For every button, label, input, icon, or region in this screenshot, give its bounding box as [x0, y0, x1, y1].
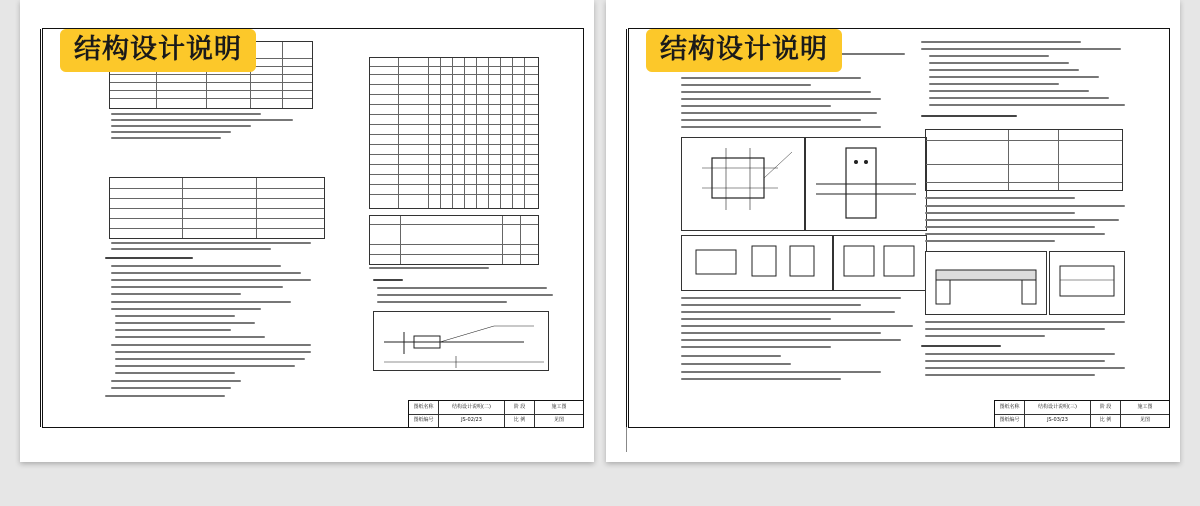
binding-strip	[28, 60, 40, 420]
drawing-name-value: 结构设计说明(二)	[439, 401, 505, 414]
drawing-sheet-right	[606, 0, 1180, 462]
binding-strip	[614, 60, 626, 420]
anchorage-length-table	[369, 57, 539, 209]
drawing-name-label: 图纸名称	[409, 401, 439, 414]
drawing-number-label: 图纸编号	[995, 414, 1025, 427]
stage-value: 施工图	[551, 404, 567, 410]
detail-sketch	[682, 138, 804, 230]
drawing-frame	[42, 28, 584, 428]
scale-label: 比 例	[1091, 414, 1121, 427]
detail-sketch	[374, 312, 548, 370]
detail-sketch	[834, 236, 926, 290]
detail-drawing	[373, 311, 549, 371]
cover-thickness-table	[109, 177, 325, 239]
drawing-name-label: 图纸名称	[995, 401, 1025, 414]
lap-length-table	[369, 215, 539, 265]
detail-sketch	[806, 138, 926, 230]
rebar-detail-drawing-4	[833, 235, 927, 291]
drawing-number-value: JS-03/23	[1025, 414, 1091, 427]
detail-sketch	[682, 236, 832, 290]
drawing-name-value: 结构设计说明(三)	[1025, 401, 1091, 414]
stage-label: 阶 段	[505, 401, 535, 414]
drawing-number-value: JS-02/23	[439, 414, 505, 427]
detail-sketch	[926, 252, 1046, 314]
drawing-sheet-left	[20, 0, 594, 462]
rebar-detail-drawing-3	[681, 235, 833, 291]
rebar-detail-drawing-2	[805, 137, 927, 231]
drawing-number-label: 图纸编号	[409, 414, 439, 427]
wall-tie-detail-drawing	[1049, 251, 1125, 315]
scale-value: 见图	[553, 417, 564, 423]
title-block	[408, 400, 583, 427]
masonry-table	[925, 129, 1123, 191]
section-title-badge: 结构设计说明	[646, 29, 842, 72]
detail-sketch	[1050, 252, 1124, 314]
scale-value: 见图	[1139, 417, 1150, 423]
stage-value: 施工图	[1137, 404, 1153, 410]
scale-label: 比 例	[505, 414, 535, 427]
title-block	[994, 400, 1169, 427]
section-title-badge: 结构设计说明	[60, 29, 256, 72]
lintel-detail-drawing	[925, 251, 1047, 315]
drawing-frame	[628, 28, 1170, 428]
rebar-detail-drawing-1	[681, 137, 805, 231]
stage-label: 阶 段	[1091, 401, 1121, 414]
